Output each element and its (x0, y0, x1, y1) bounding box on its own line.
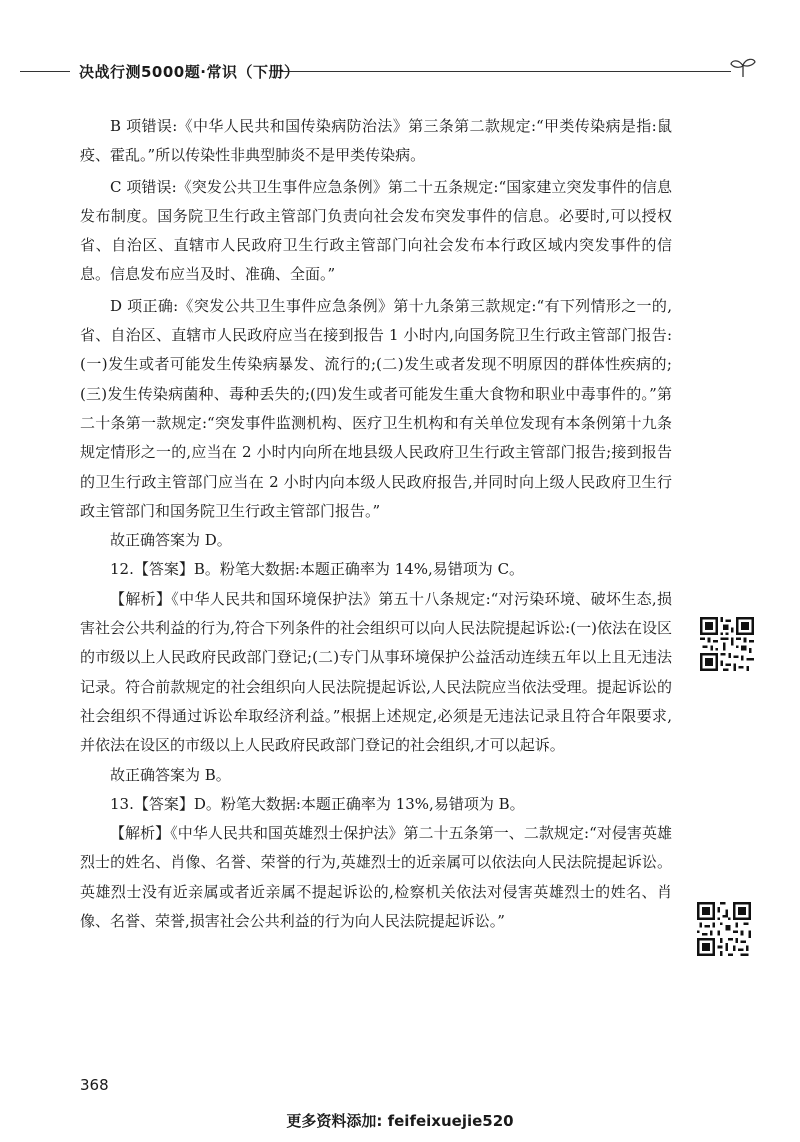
footer-contact-note: 更多资料添加: feifeixuejie520 (286, 1112, 514, 1130)
paragraph-conclusion-11: 故正确答案为 D。 (110, 531, 232, 550)
qr-code-icon[interactable] (697, 902, 751, 956)
paragraph-c-option: C 项错误:《突发公共卫生事件应急条例》第二十五条规定:“国家建立突发事件的信息发布制度。国务院卫生行政主管部门负责向社会发布突发事件的信息。必要时,可以授权省、自治区、直辖市人民政府卫生行政主管部门向社会发布本行政区域内突发事件的信息。信息发布应当及时、准确、全面。” (80, 177, 672, 284)
running-header-title: 决战行测5000题·常识（下册） (79, 63, 300, 81)
paragraph-conclusion-12: 故正确答案为 B。 (110, 765, 231, 784)
paragraph-analysis-12: 【解析】《中华人民共和国环境保护法》第五十八条规定:“对污染环境、破坏生态,损害社会公共利益的行为,符合下列条件的社会组织可以向人民法院提起诉讼:(一)依法在设区的市级以上人民政府民政部门登记;(二)专门从事环境保护公益活动连续五年以上且无违法记录。符合前款规定的社会组织向人民法院提起诉讼,人民法院应当依法受理。提起诉讼的社会组织不得通过诉讼牟取经济利益。”根据上述规定,必须是无违法记录且符合年限要求,并依法在设区的市级以上人民政府民政部门登记的社会组织,才可以起诉。 (80, 589, 672, 755)
qr-code-icon[interactable] (700, 617, 754, 671)
header-rule-right (281, 71, 731, 72)
header-rule-left (20, 71, 70, 72)
paragraph-b-option: B 项错误:《中华人民共和国传染病防治法》第三条第二款规定:“甲类传染病是指:鼠疫、霍乱。”所以传染性非典型肺炎不是甲类传染病。 (80, 117, 672, 165)
answer-explanation-body (80, 112, 672, 936)
page-number: 368 (80, 1076, 109, 1094)
paragraph-answer-13: 13.【答案】D。粉笔大数据:本题正确率为 13%,易错项为 B。 (110, 794, 525, 813)
paragraph-d-option: D 项正确:《突发公共卫生事件应急条例》第十九条第三款规定:“有下列情形之一的,省、自治区、直辖市人民政府应当在接到报告 1 小时内,向国务院卫生行政主管部门报告:(一)发生或者可能发生传染病暴发、流行的;(二)发生或者发现不明原因的群体性疾病的;(三)发生传染病菌种、毒种丢失的;(四)发生或者可能发生重大食物和职业中毒事件的。”第二十条第一款规定:“突发事件监测机构、医疗卫生机构和有关单位发现有本条例第十九条规定情形之一的,应当在 2 小时内向所在地县级人民政府卫生行政主管部门报告;接到报告的卫生行政主管部门应当在 2 小时内向本级人民政府报告,并同时向上级人民政府卫生行政主管部门和国务院卫生行政主管部门报告。” (80, 296, 672, 520)
paragraph-analysis-13: 【解析】《中华人民共和国英雄烈士保护法》第二十五条第一、二款规定:“对侵害英雄烈士的姓名、肖像、名誉、荣誉的行为,英雄烈士的近亲属可以依法向人民法院提起诉讼。英雄烈士没有近亲属或者近亲属不提起诉讼的,检察机关依法对侵害英雄烈士的姓名、肖像、名誉、荣誉,损害社会公共利益的行为向人民法院提起诉讼。” (80, 824, 672, 931)
sprout-icon (729, 56, 757, 78)
paragraph-answer-12: 12.【答案】B。粉笔大数据:本题正确率为 14%,易错项为 C。 (110, 560, 525, 579)
